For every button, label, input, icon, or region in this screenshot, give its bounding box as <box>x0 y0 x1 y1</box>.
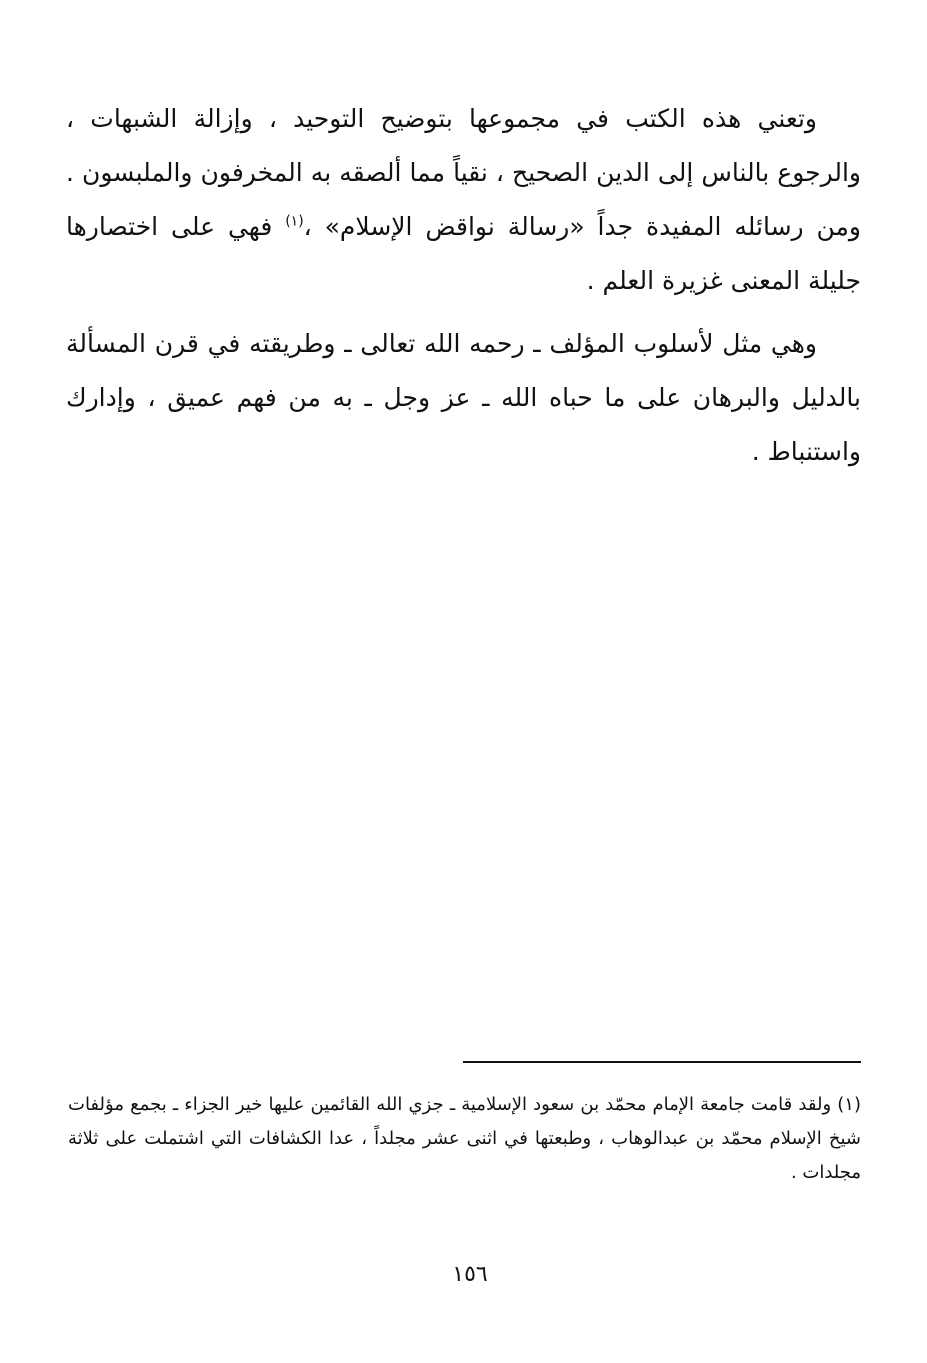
footnote-text: (١) ولقد قامت جامعة الإمام محمّد بن سعود الإسلامية ـ جزي الله القائمين عليها خير الجزاء ـ بجمع مؤلفات شيخ الإسلام محمّد بن عبدالوهاب ، وطبعتها في اثنى عشر مجلداً ، عدا الكشافات التي اشتملت على ثلاثة مجلدات . <box>68 1094 861 1183</box>
body-paragraph-1 <box>66 92 861 308</box>
page-number: ١٥٦ <box>452 1262 488 1287</box>
paragraph-1-text-after-ref: فهي على اختصارها جليلة المعنى غزيرة العلم . <box>66 212 861 295</box>
paragraph-text <box>66 92 861 308</box>
footnote <box>68 1088 861 1190</box>
paragraph-1-text-before-ref: وتعني هذه الكتب في مجموعها بتوضيح التوحيد ، وإزالة الشبهات ، والرجوع بالناس إلى الدين الصحيح ، نقياً مما ألصقه به المخرفون والملبسون . ومن رسائله المفيدة جداً «رسالة نواقض الإسلام» ، <box>66 104 862 241</box>
body-paragraph-2 <box>66 317 861 479</box>
paragraph-2-text: وهي مثل لأسلوب المؤلف ـ رحمه الله تعالى ـ وطريقته في قرن المسألة بالدليل والبرهان على ما حباه الله ـ عز وجل ـ به من فهم عميق ، وإدارك واستنباط . <box>66 329 861 466</box>
footnote-reference-marker: (١) <box>285 213 304 230</box>
footnote-separator-line <box>463 1061 861 1063</box>
